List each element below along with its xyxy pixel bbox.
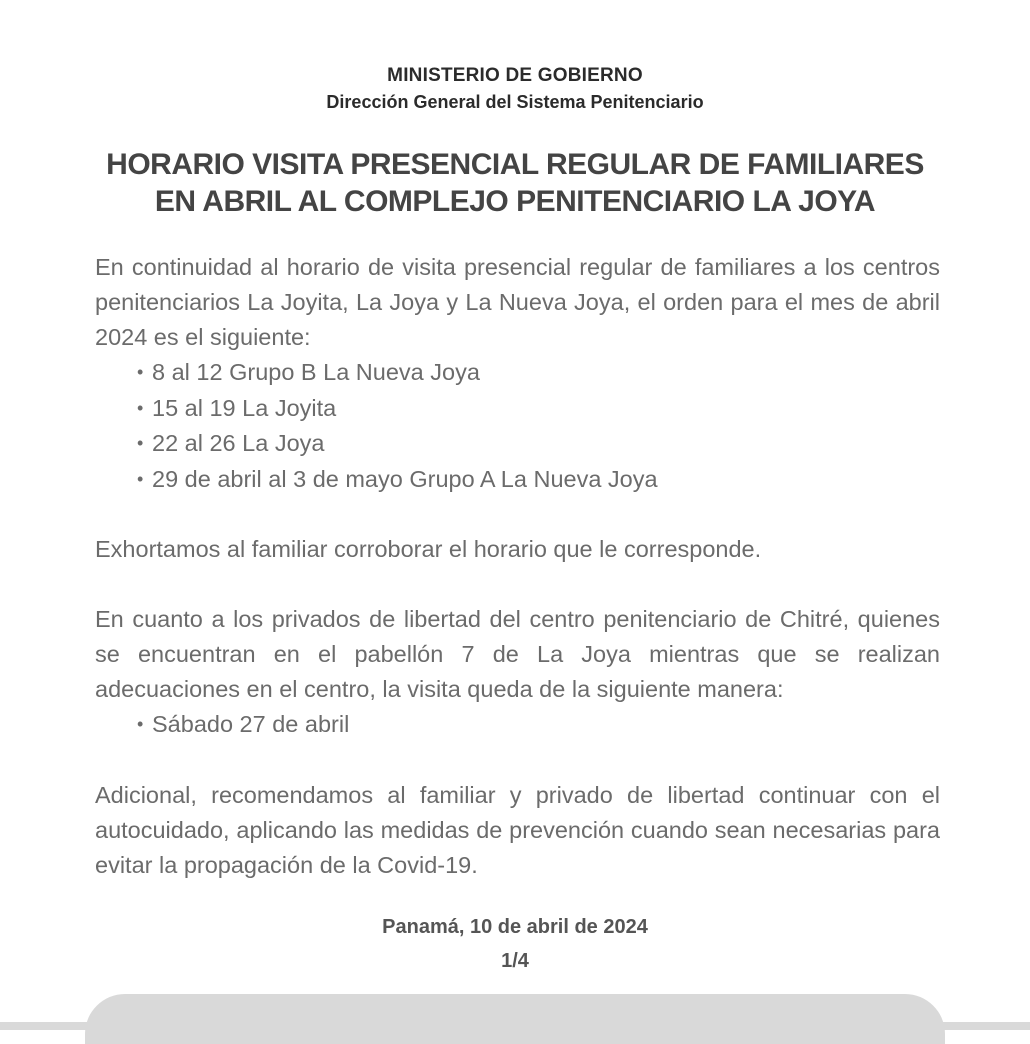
- direction-name: Dirección General del Sistema Penitenciario: [326, 92, 704, 112]
- place-date: Panamá, 10 de abril de 2024: [382, 916, 648, 938]
- schedule-item: • 29 de abril al 3 de mayo Grupo A La Nueva Joya: [137, 462, 940, 498]
- ministry-name: MINISTERIO DE GOBIERNO: [387, 65, 643, 86]
- schedule-item: • 22 al 26 La Joya: [137, 426, 940, 462]
- title-line-2: EN ABRIL AL COMPLEJO PENITENCIARIO LA JOYA: [154, 185, 876, 218]
- document-title: [0, 146, 1030, 220]
- schedule-item: • 15 al 19 La Joyita: [137, 391, 940, 427]
- chitre-schedule-list: [95, 707, 940, 743]
- bottom-decorative-tab: [85, 994, 945, 1044]
- document-header: [0, 64, 1030, 114]
- chitre-paragraph: En cuanto a los privados de libertad del centro penitenciario de Chitré, quienes se encuentran en el pabellón 7 de La Joya mientras que se realizan adecuaciones en el centro, la visita queda de la siguiente manera:: [95, 606, 940, 702]
- closing-paragraph: Adicional, recomendamos al familiar y privado de libertad continuar con el autocuidado, aplicando las medidas de prevención cuando sean necesarias para evitar la propagación de la Covid-19.: [95, 781, 940, 878]
- spacer: [95, 497, 940, 532]
- chitre-schedule-item: • Sábado 27 de abril: [137, 707, 940, 743]
- schedule-list: [95, 355, 940, 497]
- spacer: [95, 567, 940, 602]
- exhort-paragraph: Exhortamos al familiar corroborar el horario que le corresponde.: [95, 536, 762, 562]
- document-body: [95, 250, 940, 883]
- title-line-1: HORARIO VISITA PRESENCIAL REGULAR DE FAMILIARES: [106, 148, 924, 181]
- document-footer: [0, 912, 1030, 976]
- intro-paragraph: En continuidad al horario de visita presencial regular de familiares a los centros penitenciarios La Joyita, La Joya y La Nueva Joya, el orden para el mes de abril 2024 es el siguiente:: [95, 254, 940, 350]
- page-number: 1/4: [501, 950, 529, 972]
- schedule-item: • 8 al 12 Grupo B La Nueva Joya: [137, 355, 940, 391]
- bottom-decorative-band: [0, 1022, 1030, 1030]
- spacer: [95, 743, 940, 778]
